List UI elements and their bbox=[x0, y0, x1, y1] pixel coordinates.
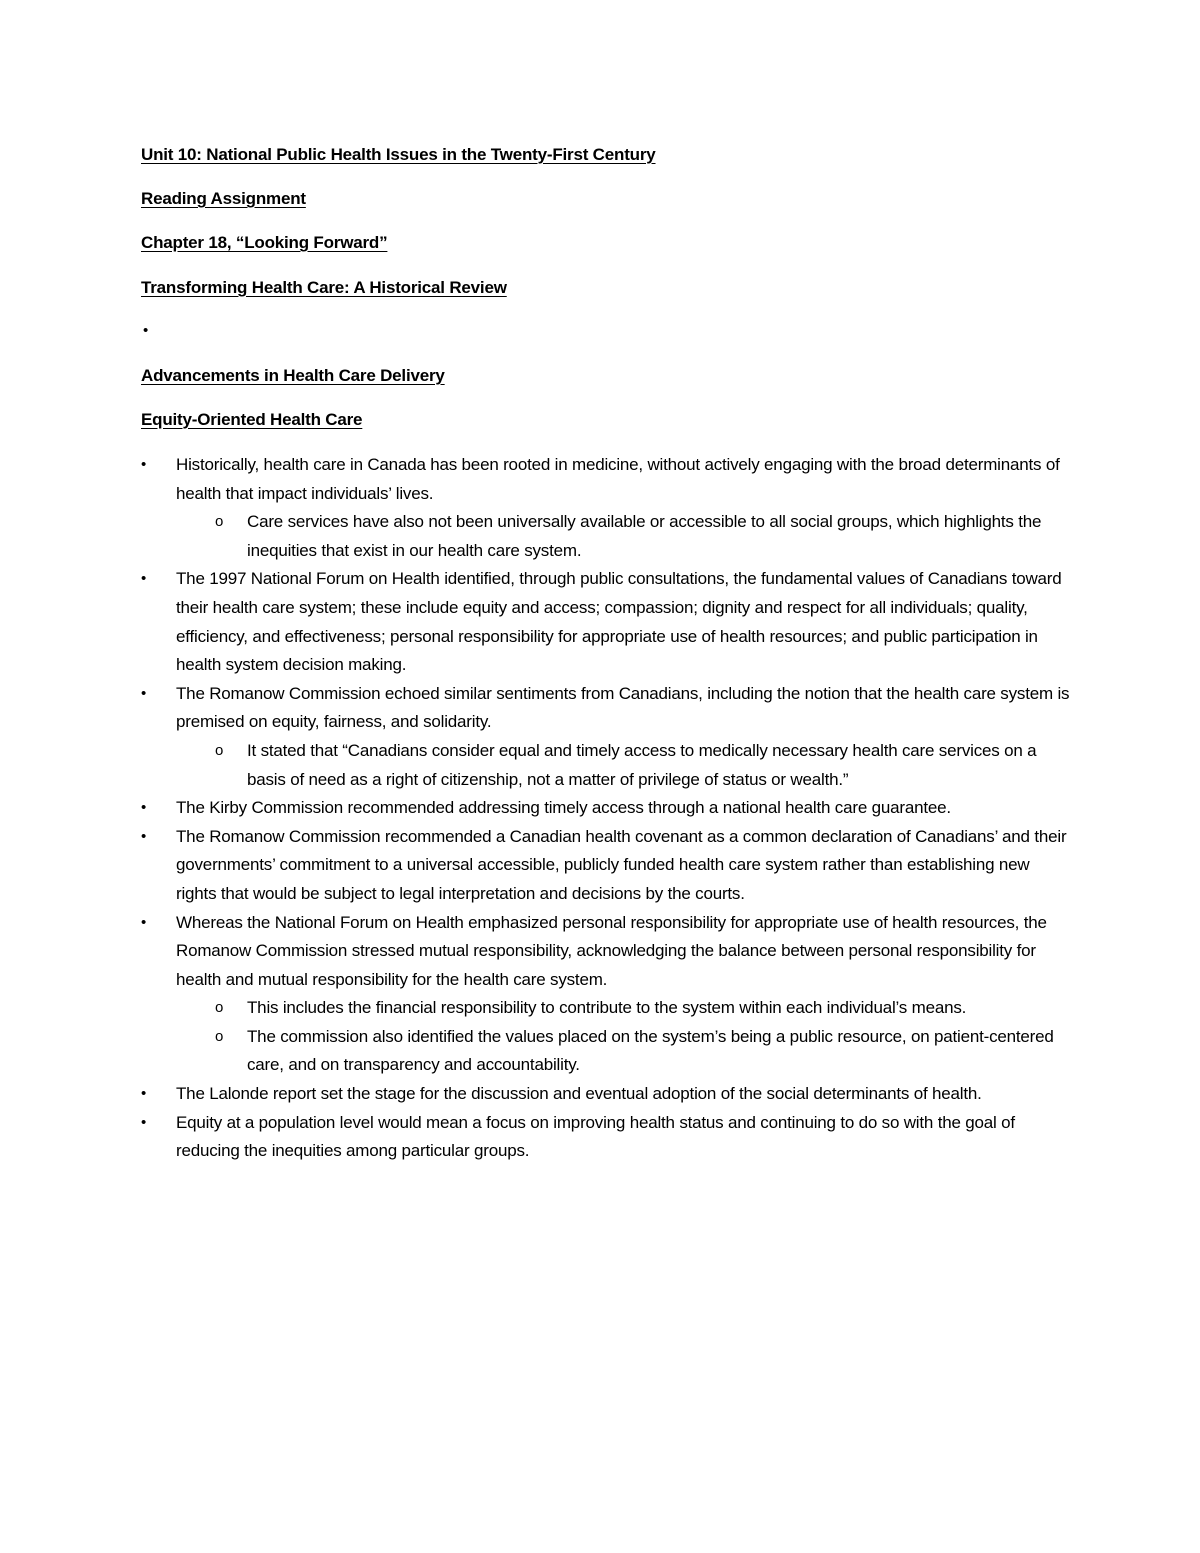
sub-list-item bbox=[141, 1023, 1071, 1080]
bullet-marker: • bbox=[141, 1113, 147, 1131]
unit-title: Unit 10: National Public Health Issues in the Twenty-First Century bbox=[141, 145, 656, 164]
list-item bbox=[141, 451, 1071, 508]
section-heading: Transforming Health Care: A Historical Review bbox=[141, 278, 507, 297]
list-item bbox=[141, 823, 1071, 909]
list-item-text: This includes the financial responsibility to contribute to the system within each individual’s means. bbox=[247, 998, 967, 1018]
list-item-text: The Romanow Commission recommended a Canadian health covenant as a common declaration of Canadians’ and their governments’ commitment to a universal accessible, publicly funded health care system rather than establishing new rights that would be subject to legal interpretation and decisions by the courts. bbox=[176, 826, 1067, 903]
list-item bbox=[141, 1109, 1071, 1166]
bullet-marker: • bbox=[141, 827, 147, 845]
bullet-marker: • bbox=[141, 684, 147, 702]
sub-bullet-marker: o bbox=[215, 741, 224, 759]
bullet-marker: • bbox=[141, 570, 147, 588]
list-item-text: The Lalonde report set the stage for the discussion and eventual adoption of the social determinants of health. bbox=[176, 1084, 982, 1104]
list-item bbox=[141, 565, 1071, 679]
topic-heading: Equity-Oriented Health Care bbox=[141, 410, 363, 429]
bullet-marker: • bbox=[141, 1085, 147, 1103]
list-item bbox=[141, 1080, 1071, 1109]
chapter-heading: Chapter 18, “Looking Forward” bbox=[141, 233, 388, 252]
sub-list-item bbox=[141, 994, 1071, 1023]
list-item bbox=[141, 794, 1071, 823]
list-item-text: Historically, health care in Canada has been rooted in medicine, without actively engaging with the broad determinants of health that impact individuals’ lives. bbox=[176, 455, 1060, 503]
list-item-text: The Romanow Commission echoed similar sentiments from Canadians, including the notion that the health care system is premised on equity, fairness, and solidarity. bbox=[176, 683, 1070, 732]
sub-bullet-marker: o bbox=[215, 1027, 224, 1045]
empty-bullet: • bbox=[143, 322, 149, 339]
list-item-text: The 1997 National Forum on Health identified, through public consultations, the fundamental values of Canadians toward their health care system; these include equity and access; compassion; dignity and respect for all individuals; quality, efficiency, and effectiveness; personal responsibility for appropriate use of health resources; and public participation in health system decision making. bbox=[176, 569, 1062, 675]
subsection-heading: Advancements in Health Care Delivery bbox=[141, 366, 445, 385]
sub-bullet-marker: o bbox=[215, 513, 224, 531]
bullet-marker: • bbox=[141, 799, 147, 817]
sub-list-item bbox=[141, 508, 1071, 565]
reading-assignment-heading: Reading Assignment bbox=[141, 189, 306, 208]
list-item-text: Care services have also not been universally available or accessible to all social groups, which highlights the inequities that exist in our health care system. bbox=[247, 512, 1042, 560]
list-item-text: The Kirby Commission recommended addressing timely access through a national health care guarantee. bbox=[176, 798, 951, 818]
list-item bbox=[141, 680, 1071, 737]
list-item-text: It stated that “Canadians consider equal and timely access to medically necessary health care services on a basis of need as a right of citizenship, not a matter of privilege of status or wealth.” bbox=[247, 740, 1037, 789]
sub-list-item bbox=[141, 737, 1071, 794]
list-item bbox=[141, 909, 1071, 995]
bullet-marker: • bbox=[141, 913, 147, 931]
list-item-text: Equity at a population level would mean a focus on improving health status and continuing to do so with the goal of reducing the inequities among particular groups. bbox=[176, 1112, 1015, 1161]
bullet-list bbox=[141, 451, 1071, 1166]
list-item-text: The commission also identified the values placed on the system’s being a public resource, on patient-centered care, and on transparency and accountability. bbox=[247, 1026, 1054, 1075]
sub-bullet-marker: o bbox=[215, 999, 224, 1017]
list-item-text: Whereas the National Forum on Health emphasized personal responsibility for appropriate use of health resources, the Romanow Commission stressed mutual responsibility, acknowledging the balance between personal responsibility for health and mutual responsibility for the health care system. bbox=[176, 912, 1047, 989]
bullet-marker: • bbox=[141, 456, 147, 473]
